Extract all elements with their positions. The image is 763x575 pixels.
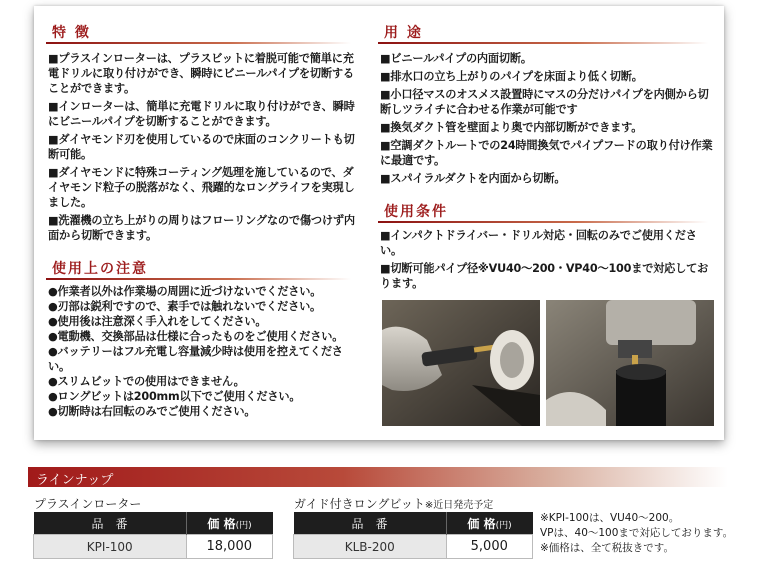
feature-item: ■インローターは、簡単に充電ドリルに取り付けができ、瞬時にビニールパイプを切断することができます。	[48, 100, 355, 128]
caution-item: ●バッテリーはフル充電し容量減少時は使用を控えてください。	[48, 345, 343, 373]
product-name-2-note: ※近日発売予定	[424, 500, 494, 511]
col-header-code: 品 番	[34, 512, 187, 535]
lineup-header	[28, 467, 728, 487]
product-photo-left	[382, 300, 540, 426]
features-heading: 特 徴	[52, 25, 91, 41]
caution-item: ●ロングビットは200mm以下でご使用ください。	[48, 390, 301, 403]
price-label: 価 格	[207, 516, 236, 531]
lineup-note: VPは、40～100まで対応しております。	[540, 527, 734, 539]
uses-list	[380, 51, 714, 189]
cautions-list	[48, 284, 358, 419]
cautions-divider	[46, 278, 351, 280]
product-price: 5,000	[446, 535, 533, 559]
product-code: KPI-100	[34, 535, 187, 559]
price-unit: (円)	[235, 520, 252, 531]
price-unit: (円)	[495, 520, 512, 531]
feature-item: ■ダイヤモンド刃を使用しているので床面のコンクリートも切断可能。	[48, 133, 355, 161]
caution-item: ●切断時は右回転のみでご使用ください。	[48, 405, 256, 418]
product-name-1: プラスインローター	[34, 497, 142, 511]
product-photo-right	[546, 300, 714, 426]
cautions-heading: 使用上の注意	[52, 261, 148, 277]
lineup-note: ※価格は、全て税抜きです。	[540, 542, 674, 554]
lineup-title: ラインナップ	[36, 473, 114, 488]
caution-item: ●刃部は鋭利ですので、素手では触れないでください。	[48, 300, 322, 313]
caution-item: ●電動機、交換部品は仕様に合ったものをご使用ください。	[48, 330, 344, 343]
feature-item: ■ダイヤモンドに特殊コーティング処理を施しているので、ダイヤモンド粒子の脱落がなく、飛躍的なロングライフを実現しました。	[48, 166, 355, 209]
features-divider	[46, 42, 351, 44]
use-item: ■ビニールパイプの内面切断。	[380, 52, 532, 65]
condition-item: ■インパクトドライバー・ドリル対応・回転のみでご使用ください。	[380, 229, 697, 257]
feature-item: ■洗濯機の立ち上がりの周りはフローリングなので傷つけず内面から切断できます。	[48, 214, 355, 242]
uses-divider	[378, 42, 708, 44]
price-table-2	[293, 512, 533, 559]
feature-item: ■プラスインローターは、プラスビットに着脱可能で簡単に充電ドリルに取り付けができ、瞬時にビニールパイプを切断することができます。	[48, 52, 354, 95]
condition-item: ■切断可能パイプ径※VU40～200・VP40～100まで対応しております。	[380, 262, 709, 290]
conditions-divider	[378, 221, 708, 223]
product-code: KLB-200	[294, 535, 447, 559]
caution-item: ●作業者以外は作業場の周囲に近づけないでください。	[48, 285, 322, 298]
caution-item: ●使用後は注意深く手入れをしてください。	[48, 315, 267, 328]
use-item: ■空調ダクトルートでの24時間換気でパイプフードの取り付け作業に最適です。	[380, 139, 713, 167]
use-item: ■換気ダクト管を壁面より奥で内部切断ができます。	[380, 121, 643, 134]
col-header-price	[186, 512, 273, 535]
col-header-price	[446, 512, 533, 535]
uses-heading: 用 途	[384, 25, 423, 41]
price-label: 価 格	[467, 516, 496, 531]
product-price: 18,000	[186, 535, 273, 559]
use-item: ■排水口の立ち上がりのパイプを床面より低く切断。	[380, 70, 643, 83]
conditions-list	[380, 228, 714, 294]
features-list	[48, 51, 356, 246]
conditions-heading: 使用条件	[384, 204, 448, 220]
product-name-2	[294, 495, 493, 512]
product-name-2-text: ガイド付きロングビット	[294, 497, 425, 511]
lineup-notes	[540, 511, 733, 556]
use-item: ■小口径マスのオスメス設置時にマスの分だけパイプを内側から切断しツライチに合わせる作業が可能です	[380, 88, 709, 116]
col-header-code: 品 番	[294, 512, 447, 535]
price-table-1	[33, 512, 273, 559]
lineup-note: ※KPI-100は、VU40～200。	[540, 512, 680, 524]
use-item: ■スパイラルダクトを内面から切断。	[380, 172, 566, 185]
caution-item: ●スリムビットでの使用はできません。	[48, 375, 245, 388]
